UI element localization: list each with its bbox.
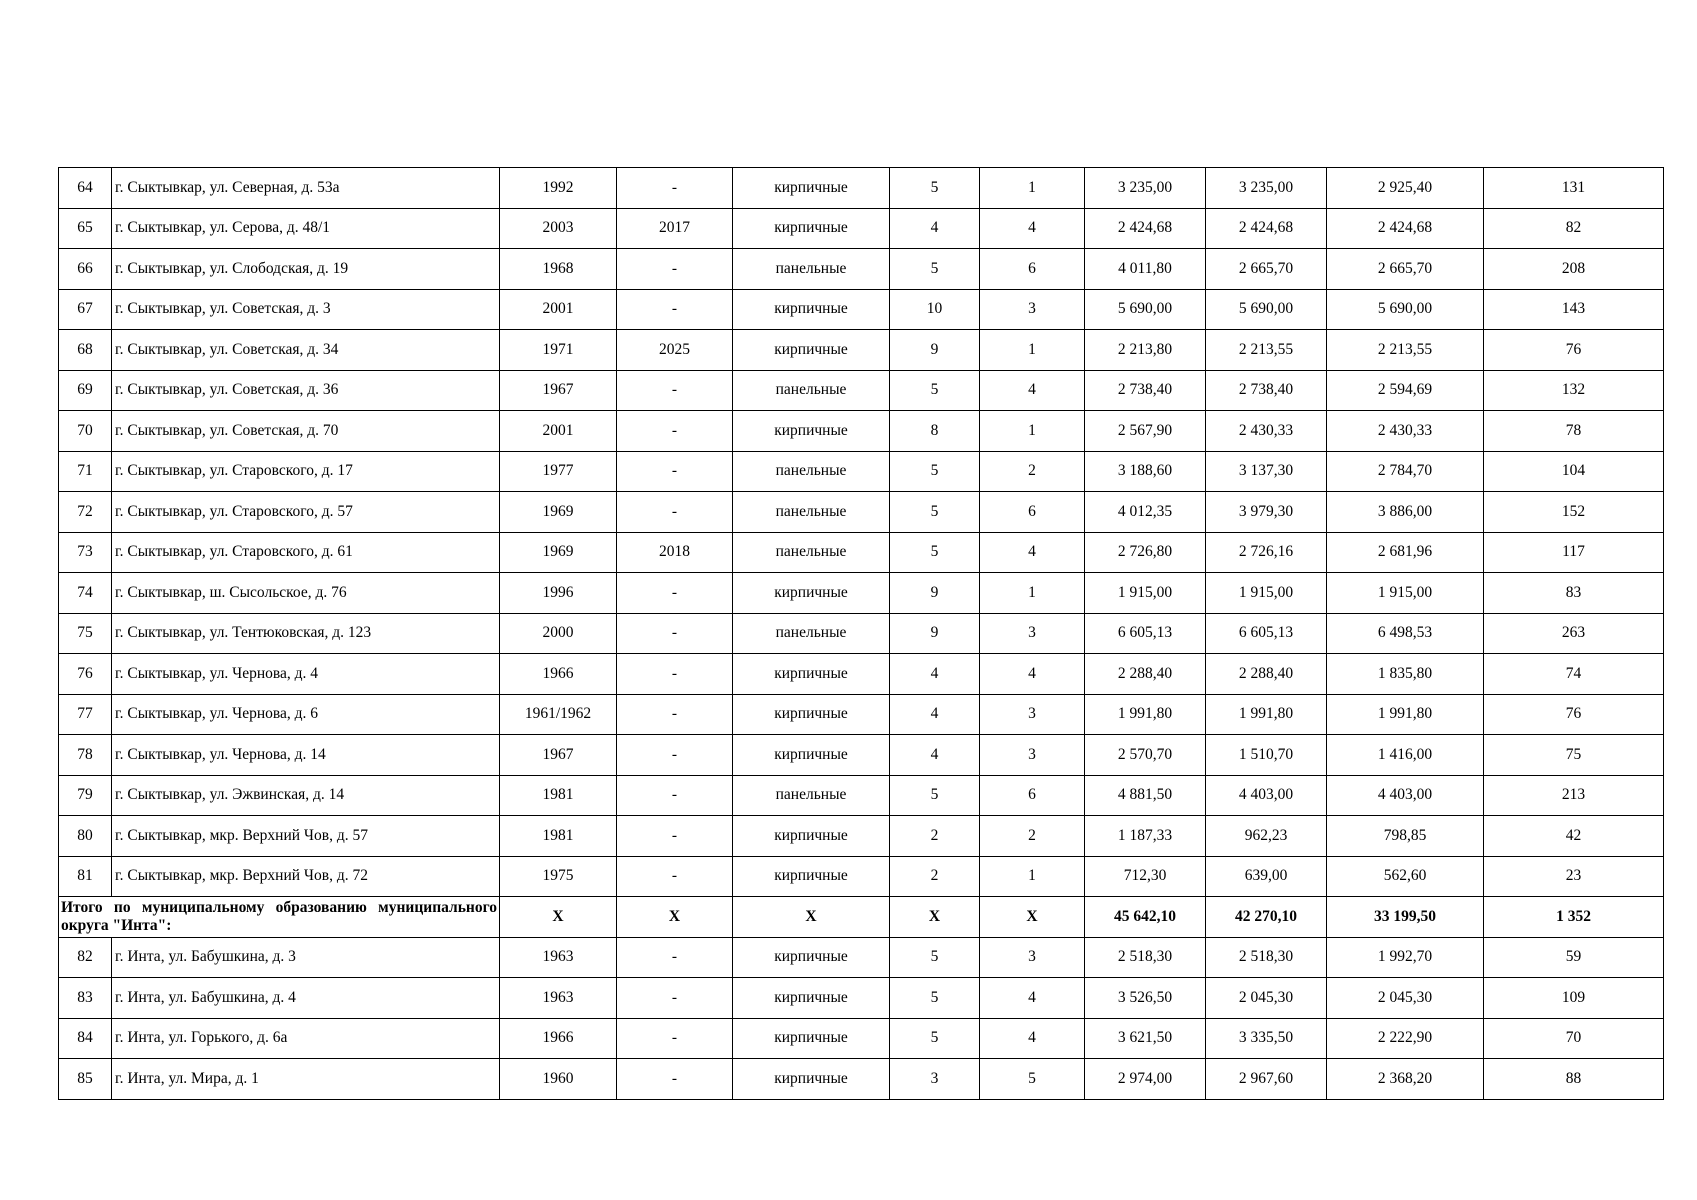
- floors-cell: 5: [890, 492, 980, 533]
- total-area-cell: 2 518,30: [1085, 937, 1206, 978]
- residents-cell: 75: [1484, 735, 1664, 776]
- year-built-cell: 1963: [500, 937, 617, 978]
- entrances-cell: 6: [980, 249, 1085, 290]
- area-cell: 562,60: [1327, 856, 1484, 897]
- year-built-cell: 1969: [500, 532, 617, 573]
- area-cell: 2 368,20: [1327, 1059, 1484, 1100]
- residents-cell: 132: [1484, 370, 1664, 411]
- table-row: [59, 532, 1664, 573]
- area-cell: 639,00: [1206, 856, 1327, 897]
- entrances-cell: 3: [980, 289, 1085, 330]
- total-area-cell: 5 690,00: [1085, 289, 1206, 330]
- row-number: 85: [59, 1059, 112, 1100]
- wall-material-cell: кирпичные: [733, 1018, 890, 1059]
- year-built-cell: 1969: [500, 492, 617, 533]
- table-row: [59, 613, 1664, 654]
- area-cell: 1 416,00: [1327, 735, 1484, 776]
- row-number: 69: [59, 370, 112, 411]
- entrances-cell: 6: [980, 775, 1085, 816]
- year-built-cell: 1967: [500, 735, 617, 776]
- address-cell: г. Сыктывкар, ул. Старовского, д. 61: [112, 532, 500, 573]
- residents-cell: 82: [1484, 208, 1664, 249]
- total-area-cell: 2 738,40: [1085, 370, 1206, 411]
- address-cell: г. Сыктывкар, ул. Чернова, д. 14: [112, 735, 500, 776]
- area-cell: 2 784,70: [1327, 451, 1484, 492]
- year-repair-cell: -: [617, 775, 733, 816]
- address-cell: г. Сыктывкар, ул. Советская, д. 36: [112, 370, 500, 411]
- row-number: 77: [59, 694, 112, 735]
- area-cell: 2 213,55: [1327, 330, 1484, 371]
- table-row: [59, 168, 1664, 209]
- row-number: 66: [59, 249, 112, 290]
- address-cell: г. Сыктывкар, ул. Старовского, д. 57: [112, 492, 500, 533]
- row-number: 78: [59, 735, 112, 776]
- floors-cell: 5: [890, 978, 980, 1019]
- area-cell: 2 967,60: [1206, 1059, 1327, 1100]
- entrances-cell: 4: [980, 1018, 1085, 1059]
- floors-cell: 5: [890, 168, 980, 209]
- area-cell: 3 886,00: [1327, 492, 1484, 533]
- entrances-cell: 3: [980, 613, 1085, 654]
- floors-cell: 5: [890, 532, 980, 573]
- year-repair-cell: -: [617, 735, 733, 776]
- subtotal-wall-material-cell: Х: [733, 897, 890, 938]
- year-repair-cell: -: [617, 816, 733, 857]
- wall-material-cell: кирпичные: [733, 816, 890, 857]
- entrances-cell: 5: [980, 1059, 1085, 1100]
- address-cell: г. Инта, ул. Бабушкина, д. 4: [112, 978, 500, 1019]
- floors-cell: 10: [890, 289, 980, 330]
- area-cell: 2 424,68: [1327, 208, 1484, 249]
- area-cell: 962,23: [1206, 816, 1327, 857]
- floors-cell: 3: [890, 1059, 980, 1100]
- area-cell: 2 430,33: [1206, 411, 1327, 452]
- total-area-cell: 1 991,80: [1085, 694, 1206, 735]
- residents-cell: 104: [1484, 451, 1664, 492]
- floors-cell: 5: [890, 775, 980, 816]
- housing-registry-table: [58, 167, 1664, 1100]
- wall-material-cell: панельные: [733, 775, 890, 816]
- year-built-cell: 1968: [500, 249, 617, 290]
- total-area-cell: 2 288,40: [1085, 654, 1206, 695]
- row-number: 73: [59, 532, 112, 573]
- year-built-cell: 2001: [500, 411, 617, 452]
- area-cell: 4 403,00: [1327, 775, 1484, 816]
- entrances-cell: 2: [980, 816, 1085, 857]
- year-built-cell: 1977: [500, 451, 617, 492]
- wall-material-cell: кирпичные: [733, 168, 890, 209]
- total-area-cell: 4 881,50: [1085, 775, 1206, 816]
- row-number: 70: [59, 411, 112, 452]
- address-cell: г. Сыктывкар, ул. Чернова, д. 4: [112, 654, 500, 695]
- year-repair-cell: -: [617, 856, 733, 897]
- entrances-cell: 1: [980, 856, 1085, 897]
- year-built-cell: 1966: [500, 1018, 617, 1059]
- address-cell: г. Сыктывкар, ул. Чернова, д. 6: [112, 694, 500, 735]
- year-repair-cell: 2017: [617, 208, 733, 249]
- area-cell: 5 690,00: [1206, 289, 1327, 330]
- residents-cell: 117: [1484, 532, 1664, 573]
- area-cell: 3 979,30: [1206, 492, 1327, 533]
- area-cell: 2 222,90: [1327, 1018, 1484, 1059]
- wall-material-cell: кирпичные: [733, 735, 890, 776]
- table-row: [59, 492, 1664, 533]
- table-row: [59, 451, 1664, 492]
- row-number: 80: [59, 816, 112, 857]
- total-area-cell: 2 424,68: [1085, 208, 1206, 249]
- residents-cell: 74: [1484, 654, 1664, 695]
- area-cell: 2 213,55: [1206, 330, 1327, 371]
- area-cell: 2 594,69: [1327, 370, 1484, 411]
- year-repair-cell: -: [617, 411, 733, 452]
- area-cell: 1 992,70: [1327, 937, 1484, 978]
- area-cell: 1 915,00: [1327, 573, 1484, 614]
- table-row: [59, 775, 1664, 816]
- table-row: [59, 208, 1664, 249]
- subtotal-area-cell: 33 199,50: [1327, 897, 1484, 938]
- area-cell: 3 235,00: [1206, 168, 1327, 209]
- year-repair-cell: -: [617, 370, 733, 411]
- address-cell: г. Сыктывкар, ул. Серова, д. 48/1: [112, 208, 500, 249]
- area-cell: 2 738,40: [1206, 370, 1327, 411]
- address-cell: г. Сыктывкар, ул. Советская, д. 3: [112, 289, 500, 330]
- wall-material-cell: кирпичные: [733, 208, 890, 249]
- year-built-cell: 1981: [500, 816, 617, 857]
- address-cell: г. Сыктывкар, мкр. Верхний Чов, д. 57: [112, 816, 500, 857]
- residents-cell: 143: [1484, 289, 1664, 330]
- area-cell: 1 991,80: [1206, 694, 1327, 735]
- wall-material-cell: кирпичные: [733, 411, 890, 452]
- year-built-cell: 2000: [500, 613, 617, 654]
- area-cell: 2 424,68: [1206, 208, 1327, 249]
- wall-material-cell: кирпичные: [733, 694, 890, 735]
- area-cell: 2 288,40: [1206, 654, 1327, 695]
- floors-cell: 5: [890, 451, 980, 492]
- total-area-cell: 3 235,00: [1085, 168, 1206, 209]
- residents-cell: 42: [1484, 816, 1664, 857]
- subtotal-year-built-cell: Х: [500, 897, 617, 938]
- floors-cell: 5: [890, 370, 980, 411]
- total-area-cell: 1 915,00: [1085, 573, 1206, 614]
- area-cell: 2 045,30: [1327, 978, 1484, 1019]
- row-number: 64: [59, 168, 112, 209]
- subtotal-area-cell: 42 270,10: [1206, 897, 1327, 938]
- year-built-cell: 2001: [500, 289, 617, 330]
- year-repair-cell: -: [617, 694, 733, 735]
- table-row: [59, 937, 1664, 978]
- table-row: [59, 654, 1664, 695]
- floors-cell: 5: [890, 249, 980, 290]
- table-row: [59, 370, 1664, 411]
- address-cell: г. Сыктывкар, ул. Северная, д. 53а: [112, 168, 500, 209]
- entrances-cell: 1: [980, 573, 1085, 614]
- year-repair-cell: -: [617, 289, 733, 330]
- entrances-cell: 6: [980, 492, 1085, 533]
- address-cell: г. Инта, ул. Бабушкина, д. 3: [112, 937, 500, 978]
- total-area-cell: 3 526,50: [1085, 978, 1206, 1019]
- entrances-cell: 3: [980, 735, 1085, 776]
- row-number: 71: [59, 451, 112, 492]
- area-cell: 6 498,53: [1327, 613, 1484, 654]
- year-built-cell: 2003: [500, 208, 617, 249]
- floors-cell: 2: [890, 856, 980, 897]
- area-cell: 2 045,30: [1206, 978, 1327, 1019]
- address-cell: г. Сыктывкар, ш. Сысольское, д. 76: [112, 573, 500, 614]
- address-cell: г. Сыктывкар, мкр. Верхний Чов, д. 72: [112, 856, 500, 897]
- year-repair-cell: -: [617, 937, 733, 978]
- subtotal-row: [59, 897, 1664, 938]
- address-cell: г. Сыктывкар, ул. Старовского, д. 17: [112, 451, 500, 492]
- year-repair-cell: 2025: [617, 330, 733, 371]
- area-cell: 2 681,96: [1327, 532, 1484, 573]
- area-cell: 4 403,00: [1206, 775, 1327, 816]
- area-cell: 2 925,40: [1327, 168, 1484, 209]
- area-cell: 3 137,30: [1206, 451, 1327, 492]
- row-number: 75: [59, 613, 112, 654]
- floors-cell: 2: [890, 816, 980, 857]
- total-area-cell: 712,30: [1085, 856, 1206, 897]
- floors-cell: 4: [890, 654, 980, 695]
- total-area-cell: 4 012,35: [1085, 492, 1206, 533]
- table-row: [59, 694, 1664, 735]
- year-repair-cell: -: [617, 978, 733, 1019]
- floors-cell: 9: [890, 330, 980, 371]
- residents-cell: 59: [1484, 937, 1664, 978]
- row-number: 84: [59, 1018, 112, 1059]
- address-cell: г. Сыктывкар, ул. Эжвинская, д. 14: [112, 775, 500, 816]
- residents-cell: 152: [1484, 492, 1664, 533]
- area-cell: 6 605,13: [1206, 613, 1327, 654]
- area-cell: 1 991,80: [1327, 694, 1484, 735]
- residents-cell: 131: [1484, 168, 1664, 209]
- table-row: [59, 330, 1664, 371]
- area-cell: 2 726,16: [1206, 532, 1327, 573]
- area-cell: 1 510,70: [1206, 735, 1327, 776]
- subtotal-total-area-cell: 45 642,10: [1085, 897, 1206, 938]
- entrances-cell: 4: [980, 654, 1085, 695]
- year-repair-cell: -: [617, 168, 733, 209]
- year-built-cell: 1975: [500, 856, 617, 897]
- year-built-cell: 1961/1962: [500, 694, 617, 735]
- year-repair-cell: -: [617, 573, 733, 614]
- residents-cell: 70: [1484, 1018, 1664, 1059]
- floors-cell: 9: [890, 613, 980, 654]
- year-repair-cell: -: [617, 249, 733, 290]
- row-number: 82: [59, 937, 112, 978]
- table-row: [59, 735, 1664, 776]
- residents-cell: 109: [1484, 978, 1664, 1019]
- table-body: [59, 168, 1664, 1100]
- year-repair-cell: -: [617, 654, 733, 695]
- table-row: [59, 1059, 1664, 1100]
- area-cell: 1 835,80: [1327, 654, 1484, 695]
- entrances-cell: 4: [980, 532, 1085, 573]
- row-number: 74: [59, 573, 112, 614]
- subtotal-floors-cell: Х: [890, 897, 980, 938]
- address-cell: г. Сыктывкар, ул. Тентюковская, д. 123: [112, 613, 500, 654]
- entrances-cell: 3: [980, 937, 1085, 978]
- entrances-cell: 1: [980, 330, 1085, 371]
- year-built-cell: 1981: [500, 775, 617, 816]
- entrances-cell: 1: [980, 168, 1085, 209]
- total-area-cell: 2 570,70: [1085, 735, 1206, 776]
- residents-cell: 78: [1484, 411, 1664, 452]
- wall-material-cell: кирпичные: [733, 654, 890, 695]
- address-cell: г. Инта, ул. Горького, д. 6а: [112, 1018, 500, 1059]
- residents-cell: 76: [1484, 330, 1664, 371]
- year-repair-cell: 2018: [617, 532, 733, 573]
- wall-material-cell: кирпичные: [733, 1059, 890, 1100]
- residents-cell: 23: [1484, 856, 1664, 897]
- entrances-cell: 4: [980, 978, 1085, 1019]
- floors-cell: 5: [890, 937, 980, 978]
- total-area-cell: 4 011,80: [1085, 249, 1206, 290]
- year-repair-cell: -: [617, 613, 733, 654]
- area-cell: 2 518,30: [1206, 937, 1327, 978]
- floors-cell: 4: [890, 694, 980, 735]
- wall-material-cell: панельные: [733, 532, 890, 573]
- wall-material-cell: кирпичные: [733, 330, 890, 371]
- area-cell: 798,85: [1327, 816, 1484, 857]
- row-number: 79: [59, 775, 112, 816]
- subtotal-label: Итого по муниципальному образованию муниципального округа "Инта":: [59, 897, 500, 938]
- address-cell: г. Сыктывкар, ул. Советская, д. 34: [112, 330, 500, 371]
- table-row: [59, 249, 1664, 290]
- total-area-cell: 1 187,33: [1085, 816, 1206, 857]
- address-cell: г. Инта, ул. Мира, д. 1: [112, 1059, 500, 1100]
- year-repair-cell: -: [617, 492, 733, 533]
- total-area-cell: 2 726,80: [1085, 532, 1206, 573]
- total-area-cell: 2 567,90: [1085, 411, 1206, 452]
- residents-cell: 263: [1484, 613, 1664, 654]
- row-number: 68: [59, 330, 112, 371]
- area-cell: 3 335,50: [1206, 1018, 1327, 1059]
- table-row: [59, 856, 1664, 897]
- year-built-cell: 1996: [500, 573, 617, 614]
- wall-material-cell: кирпичные: [733, 573, 890, 614]
- total-area-cell: 2 213,80: [1085, 330, 1206, 371]
- floors-cell: 8: [890, 411, 980, 452]
- table-row: [59, 978, 1664, 1019]
- wall-material-cell: панельные: [733, 249, 890, 290]
- table-row: [59, 411, 1664, 452]
- row-number: 65: [59, 208, 112, 249]
- residents-cell: 213: [1484, 775, 1664, 816]
- residents-cell: 76: [1484, 694, 1664, 735]
- total-area-cell: 3 621,50: [1085, 1018, 1206, 1059]
- row-number: 76: [59, 654, 112, 695]
- row-number: 83: [59, 978, 112, 1019]
- total-area-cell: 3 188,60: [1085, 451, 1206, 492]
- wall-material-cell: панельные: [733, 492, 890, 533]
- address-cell: г. Сыктывкар, ул. Слободская, д. 19: [112, 249, 500, 290]
- year-built-cell: 1966: [500, 654, 617, 695]
- wall-material-cell: кирпичные: [733, 937, 890, 978]
- year-built-cell: 1960: [500, 1059, 617, 1100]
- residents-cell: 83: [1484, 573, 1664, 614]
- entrances-cell: 4: [980, 208, 1085, 249]
- year-repair-cell: -: [617, 1018, 733, 1059]
- year-built-cell: 1967: [500, 370, 617, 411]
- year-repair-cell: -: [617, 1059, 733, 1100]
- total-area-cell: 2 974,00: [1085, 1059, 1206, 1100]
- wall-material-cell: кирпичные: [733, 289, 890, 330]
- floors-cell: 4: [890, 735, 980, 776]
- area-cell: 5 690,00: [1327, 289, 1484, 330]
- year-built-cell: 1992: [500, 168, 617, 209]
- area-cell: 2 430,33: [1327, 411, 1484, 452]
- residents-cell: 88: [1484, 1059, 1664, 1100]
- subtotal-residents-cell: 1 352: [1484, 897, 1664, 938]
- wall-material-cell: панельные: [733, 613, 890, 654]
- wall-material-cell: панельные: [733, 370, 890, 411]
- floors-cell: 9: [890, 573, 980, 614]
- area-cell: 2 665,70: [1327, 249, 1484, 290]
- table-row: [59, 573, 1664, 614]
- year-repair-cell: -: [617, 451, 733, 492]
- table-row: [59, 289, 1664, 330]
- residents-cell: 208: [1484, 249, 1664, 290]
- subtotal-year-repair-cell: Х: [617, 897, 733, 938]
- entrances-cell: 3: [980, 694, 1085, 735]
- entrances-cell: 4: [980, 370, 1085, 411]
- subtotal-entrances-cell: Х: [980, 897, 1085, 938]
- entrances-cell: 2: [980, 451, 1085, 492]
- row-number: 67: [59, 289, 112, 330]
- row-number: 72: [59, 492, 112, 533]
- wall-material-cell: панельные: [733, 451, 890, 492]
- table-row: [59, 816, 1664, 857]
- year-built-cell: 1963: [500, 978, 617, 1019]
- address-cell: г. Сыктывкар, ул. Советская, д. 70: [112, 411, 500, 452]
- area-cell: 1 915,00: [1206, 573, 1327, 614]
- total-area-cell: 6 605,13: [1085, 613, 1206, 654]
- area-cell: 2 665,70: [1206, 249, 1327, 290]
- entrances-cell: 1: [980, 411, 1085, 452]
- wall-material-cell: кирпичные: [733, 856, 890, 897]
- floors-cell: 5: [890, 1018, 980, 1059]
- year-built-cell: 1971: [500, 330, 617, 371]
- table-row: [59, 1018, 1664, 1059]
- floors-cell: 4: [890, 208, 980, 249]
- wall-material-cell: кирпичные: [733, 978, 890, 1019]
- row-number: 81: [59, 856, 112, 897]
